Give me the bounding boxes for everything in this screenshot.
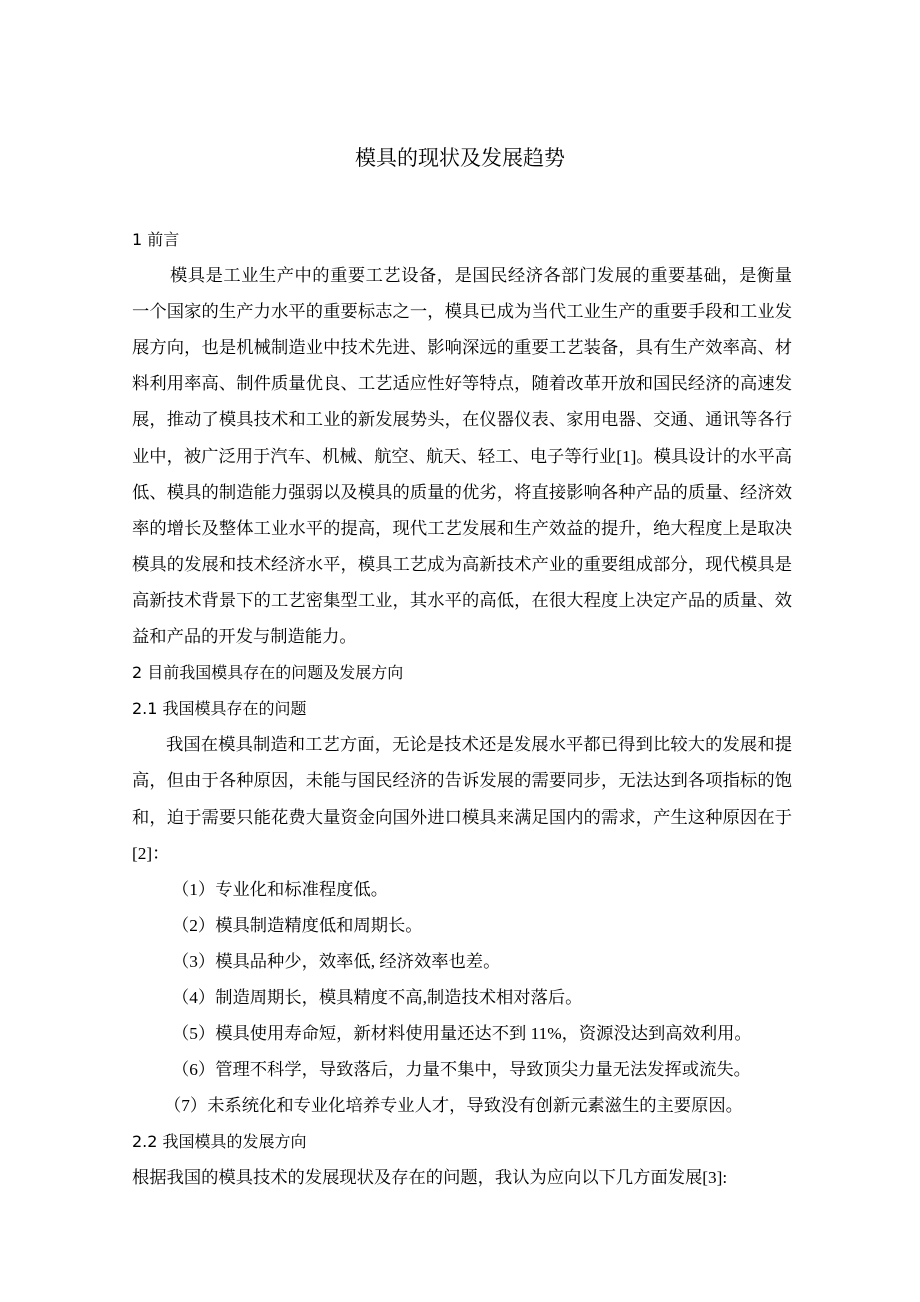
list-item: （1）专业化和标准程度低。: [172, 879, 389, 899]
list-item: （6）管理不科学，导致落后，力量不集中，导致顶尖力量无法发挥或流失。: [172, 1060, 751, 1080]
page-title: 模具的现状及发展趋势: [355, 146, 565, 170]
list-item: （2）模具制造精度低和周期长。: [172, 915, 423, 935]
subsection-heading-problems: 2.1 我国模具存在的问题: [132, 699, 307, 719]
paragraph-problems: 我国在模具制造和工艺方面，无论是技术还是发展水平都已得到比较大的发展和提高，但由于各种原因，未能与国民经济的告诉发展的需要同步，无法达到各项指标的饱和，迫于需要只能花费大量资金向国外进口模具来满足国内的需求，产生这种原因在于[2]：: [132, 735, 792, 863]
subsection-heading-directions: 2.2 我国模具的发展方向: [132, 1132, 307, 1152]
list-item: （3）模具品种少，效率低, 经济效率也差。: [172, 951, 501, 971]
list-item: （7）未系统化和专业化培养专业人才，导致没有创新元素滋生的主要原因。: [164, 1096, 743, 1116]
list-item: （5）模具使用寿命短，新材料使用量还达不到 11%，资源没达到高效利用。: [172, 1024, 752, 1044]
document-body: [132, 222, 792, 1197]
section-heading-problems-and-directions: 2 目前我国模具存在的问题及发展方向: [132, 663, 404, 683]
paragraph-preface: 模具是工业生产中的重要工艺设备，是国民经济各部门发展的重要基础，是衡量一个国家的生产力水平的重要标志之一，模具已成为当代工业生产的重要手段和工业发展方向，也是机械制造业中技术先进、影响深远的重要工艺装备，具有生产效率高、材料利用率高、制件质量优良、工艺适应性好等特点，随着改革开放和国民经济的高速发展，推动了模具技术和工业的新发展势头，在仪器仪表、家用电器、交通、通讯等各行业中，被广泛用于汽车、机械、航空、航天、轻工、电子等行业[1]。模具设计的水平高低、模具的制造能力强弱以及模具的质量的优劣，将直接影响各种产品的质量、经济效率的增长及整体工业水平的提高，现代工艺发展和生产效益的提升，绝大程度上是取决模具的发展和技术经济水平，模具工艺成为高新技术产业的重要组成部分，现代模具是高新技术背景下的工艺密集型工业，其水平的高低，在很大程度上决定产品的质量、效益和产品的开发与制造能力。: [132, 266, 792, 647]
list-item: （4）制造周期长，模具精度不高,制造技术相对落后。: [172, 987, 583, 1007]
paragraph-directions: 根据我国的模具技术的发展现状及存在的问题，我认为应向以下几方面发展[3]:: [132, 1168, 728, 1188]
section-heading-preface: 1 前言: [132, 230, 180, 249]
